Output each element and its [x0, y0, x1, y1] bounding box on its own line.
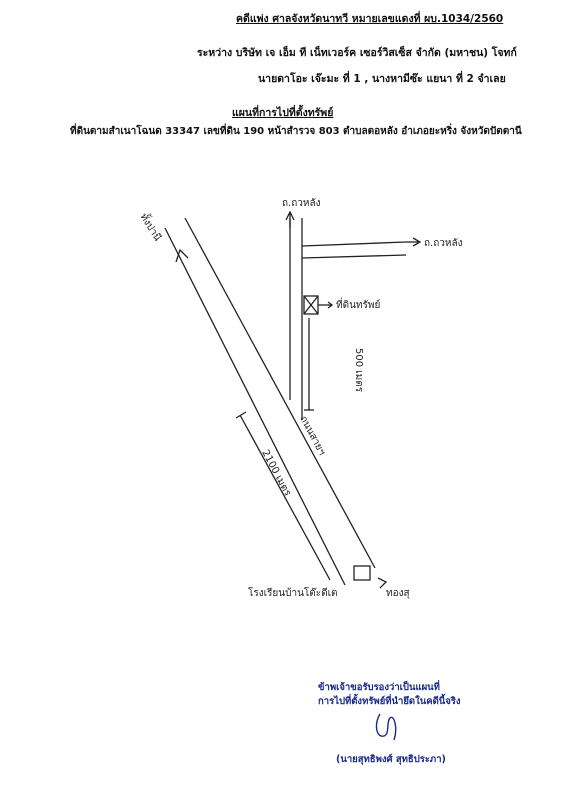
southeast-arrow	[378, 578, 386, 588]
diagonal-road-edge-right	[185, 218, 375, 568]
distance-long-label: 2100 เมตร	[259, 448, 293, 499]
property-label: ที่ดินทรัพย์	[336, 300, 381, 311]
signature	[372, 710, 402, 744]
northwest-arrow	[176, 250, 188, 262]
land-description: ที่ดินตามสำเนาโฉนด 33347 เลขที่ดิน 190 หน้าสำรวจ 803 ตำบลตอหลัง อำเภอยะหริ่ง จังหวัดปัตตานี	[70, 126, 522, 137]
parties-line-defendants: นายดาโอะ เจ๊ะมะ ที่ 1 , นางหามีซ๊ะ แยนา ที่ 2 จำเลย	[258, 73, 506, 85]
case-number-line: คดีแพ่ง ศาลจังหวัดนาทวี หมายเลขแดงที่ ผบ.1034/2560	[236, 13, 504, 25]
distance-short-label: 500 เมตร	[353, 348, 364, 393]
road-label-southeast: ทองสุ	[386, 588, 410, 599]
road-label-north: ถ.ถวหลัง	[282, 198, 321, 209]
certification-line-2: การไปที่ตั้งทรัพย์ที่นำยึดในคดีนี้จริง	[318, 696, 461, 707]
road-name-diagonal: ถนนสายฯ	[297, 414, 328, 458]
east-road-edge-bottom	[302, 255, 406, 258]
east-road-edge-top	[302, 242, 406, 246]
certification-line-1: ข้าพเจ้าขอรับรองว่าเป็นแผนที่	[318, 682, 440, 693]
road-label-east: ถ.ถวหลัง	[424, 238, 463, 249]
diagonal-road-edge-left	[165, 228, 345, 585]
map-title: แผนที่การไปที่ตั้งทรัพย์	[232, 107, 334, 119]
signer-name: (นายสุทธิพงศ์ สุทธิประภา)	[336, 754, 446, 765]
landmark-label: โรงเรียนบ้านโต๊ะตีเต	[248, 588, 338, 599]
road-label-northwest: ทั้งปานี	[137, 211, 163, 244]
landmark-marker	[354, 566, 370, 580]
parties-line-plaintiff: ระหว่าง บริษัท เจ เอ็ม ที เน็ทเวอร์ค เซอร์วิสเซ็ส จำกัด (มหาชน) โจทก์	[197, 47, 517, 59]
